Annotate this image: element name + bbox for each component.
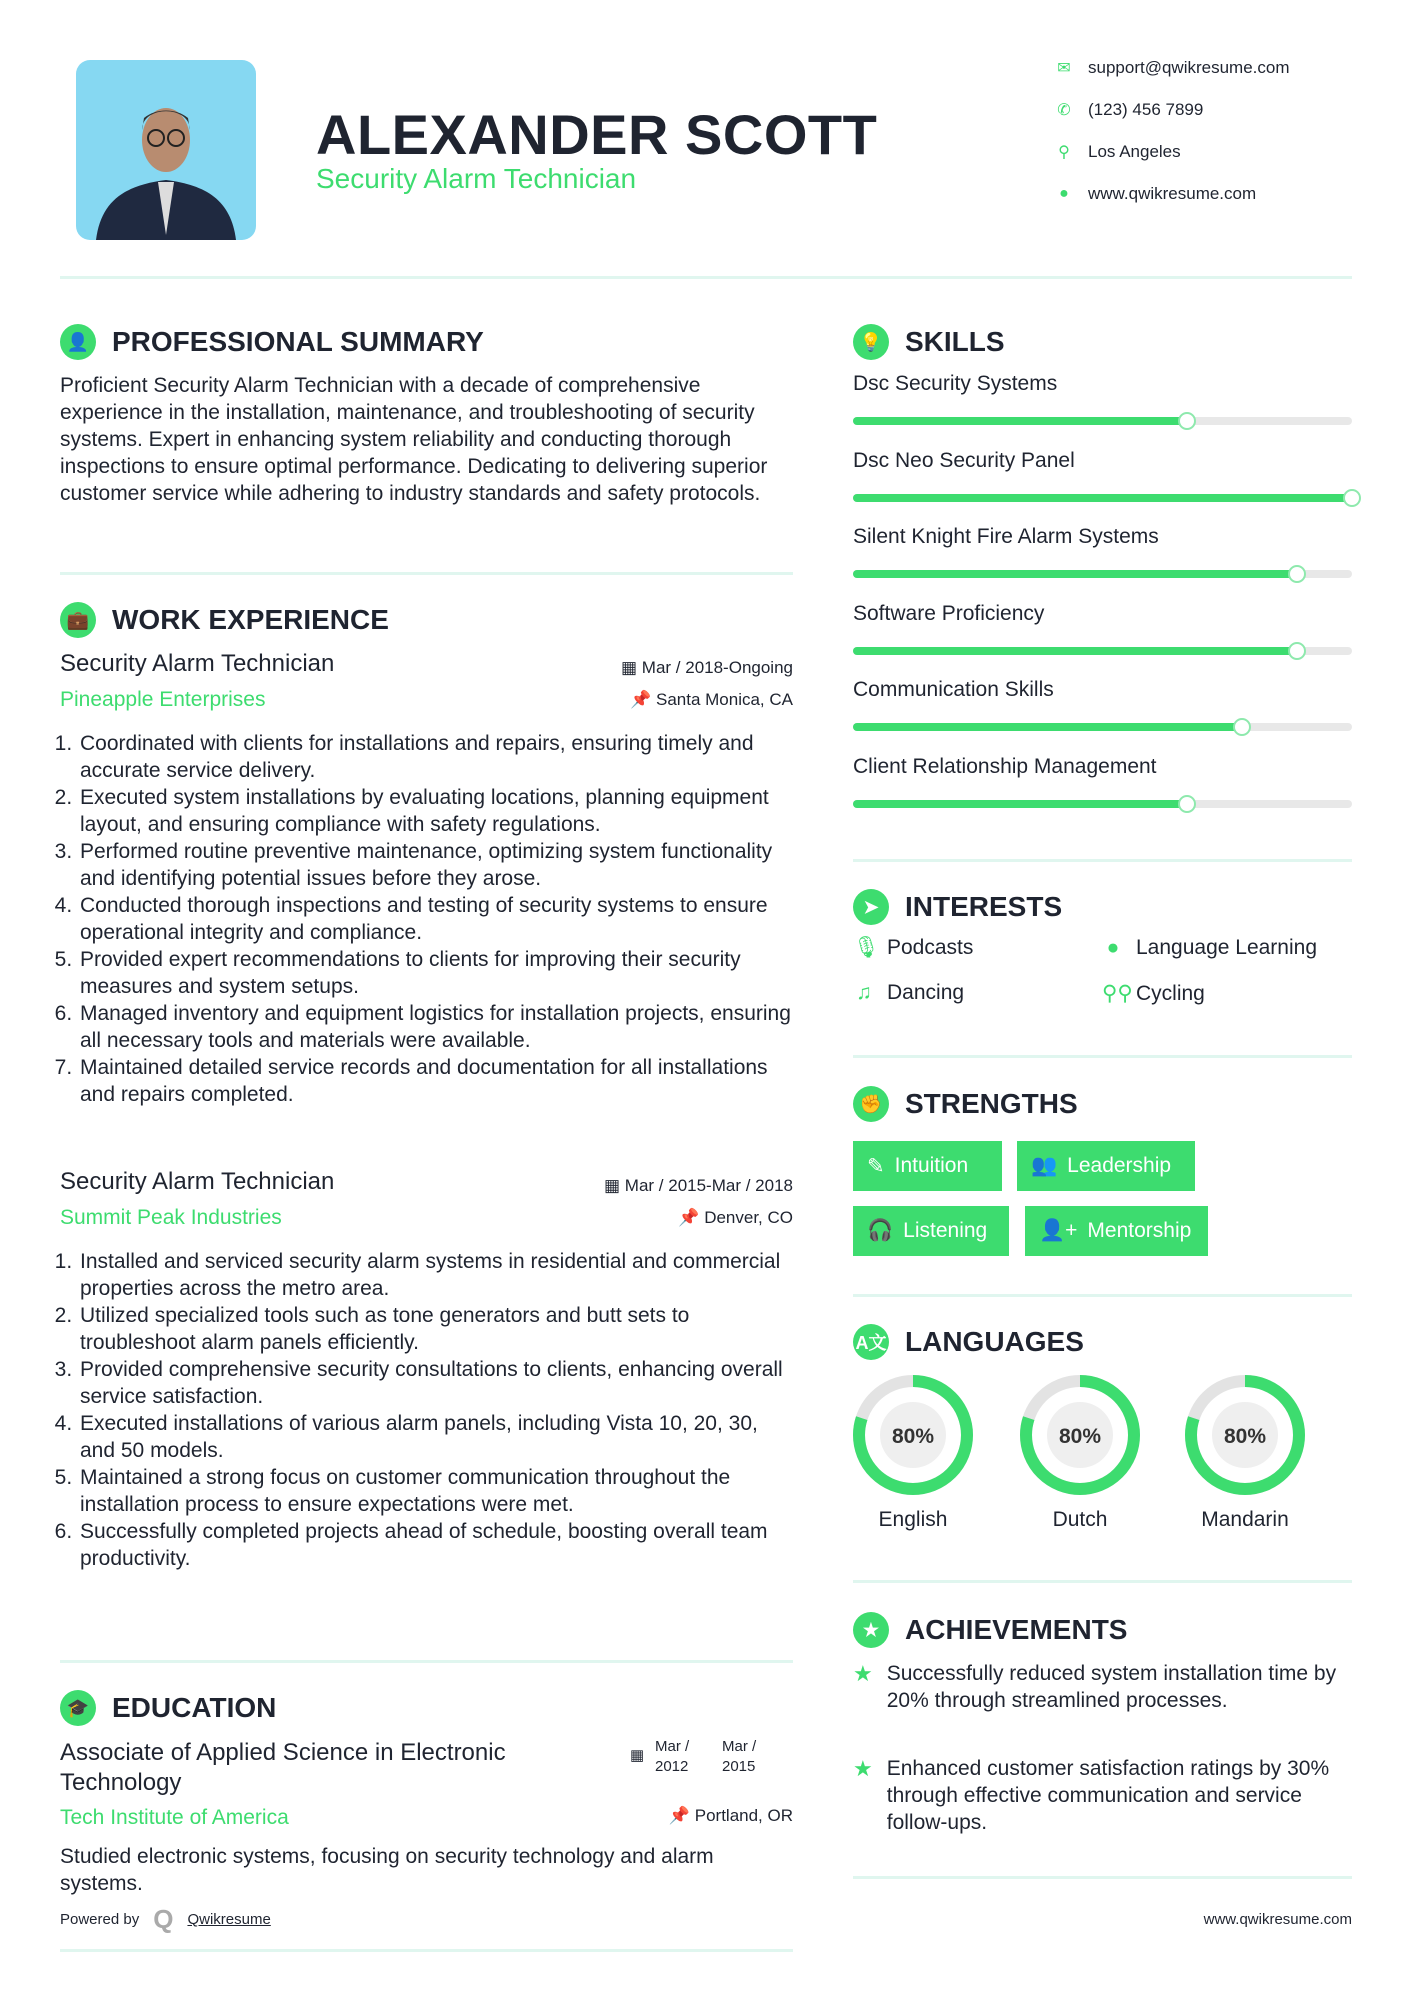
graduation-icon: 🎓 (60, 1690, 96, 1726)
skill-bar-knob (1288, 642, 1306, 660)
heading-text: WORK EXPERIENCE (112, 604, 389, 635)
skill-label: Dsc Neo Security Panel (853, 448, 1075, 472)
location-text: Portland, OR (694, 1806, 793, 1825)
interest-cycling (1102, 981, 1205, 1006)
strengths-heading (853, 1086, 1078, 1122)
language-card-icon: A文 (853, 1324, 889, 1360)
list-item: 2. Utilized specialized tools such as tone generators and butt sets to troubleshoot alarm panels efficiently. (78, 1302, 795, 1356)
skill-bar-fill (853, 800, 1187, 808)
list-item: 5. Maintained a strong focus on customer communication throughout the installation process to ensure expectations were met. (78, 1464, 795, 1518)
language-ring (1018, 1373, 1142, 1497)
interest-label: Podcasts (887, 936, 974, 959)
summary-heading (60, 324, 484, 360)
skill-bar-knob (1343, 489, 1361, 507)
achievement-item (853, 1755, 1353, 1836)
skill-bar (853, 570, 1352, 578)
skill-bar (853, 494, 1352, 502)
interest-language-learning (1102, 936, 1317, 960)
job-location (678, 1208, 793, 1228)
map-pin-icon: ⚲ (1058, 144, 1070, 161)
candidate-name: ALEXANDER SCOTT (316, 103, 878, 166)
list-item: 6. Managed inventory and equipment logistics for installation projects, ensuring all necessary tools and materials were available. (78, 1000, 795, 1054)
microphone-icon: 🎙 (853, 936, 880, 959)
job-location (630, 690, 793, 710)
strength-label: Mentorship (1087, 1219, 1192, 1242)
skill-label: Client Relationship Management (853, 754, 1157, 778)
language-label: Dutch (1052, 1508, 1108, 1531)
skill-bar-knob (1233, 718, 1251, 736)
list-item: 3. Provided comprehensive security consultations to clients, enhancing overall service satisfaction. (78, 1356, 795, 1410)
job-bullets (60, 1248, 795, 1572)
edu-location (669, 1806, 793, 1826)
fist-icon: ✊ (853, 1086, 889, 1122)
briefcase-icon: 💼 (60, 602, 96, 638)
list-item: 1. Coordinated with clients for installations and repairs, ensuring timely and accurate service delivery. (78, 730, 795, 784)
strength-label: Listening (903, 1219, 988, 1242)
music-note-icon: ♫ (856, 981, 872, 1004)
skill-bar-knob (1288, 565, 1306, 583)
list-item: 4. Conducted thorough inspections and testing of security systems to ensure operational integrity and compliance. (78, 892, 795, 946)
profile-photo (76, 60, 256, 240)
star-badge-icon: ★ (853, 1612, 889, 1648)
envelope-icon: ✉ (1057, 60, 1071, 77)
location-text: Santa Monica, CA (655, 690, 793, 709)
divider (853, 1876, 1352, 1879)
divider (853, 1055, 1352, 1058)
skill-bar (853, 647, 1352, 655)
globe-icon: ● (1106, 936, 1120, 959)
divider (60, 1949, 793, 1952)
skill-bar-fill (853, 417, 1187, 425)
phone-icon: ✆ (1057, 102, 1071, 119)
magic-wand-icon: ✎ (867, 1154, 885, 1178)
calendar-icon: ▦ (604, 1176, 625, 1195)
contact-text: support@qwikresume.com (1088, 58, 1290, 77)
lightbulb-icon: 💡 (853, 324, 889, 360)
skill-label: Dsc Security Systems (853, 372, 1058, 395)
list-item: 6. Successfully completed projects ahead of schedule, boosting overall team productivity. (78, 1518, 795, 1572)
bicycle-icon: ⚲⚲ (1102, 982, 1133, 1005)
interests-heading (853, 889, 1062, 925)
skill-label: Silent Knight Fire Alarm Systems (853, 525, 1159, 548)
language-percent: 80% (1223, 1425, 1267, 1448)
heading-text: SKILLS (905, 326, 1005, 357)
star-icon: ★ (853, 1661, 873, 1686)
users-icon: 👥 (1031, 1154, 1058, 1177)
degree: Associate of Applied Science in Electronic Technology (60, 1739, 506, 1796)
pin-icon: 📌 (678, 1208, 705, 1227)
job-date (604, 1176, 793, 1196)
skill-bar-fill (853, 723, 1242, 731)
language-label: Mandarin (1201, 1508, 1289, 1531)
pin-icon: 📌 (668, 1806, 695, 1825)
list-item: 7. Maintained detailed service records and documentation for all installations and repairs completed. (78, 1054, 795, 1108)
calendar-icon: ▦ (621, 658, 642, 677)
qwikresume-logo-icon: Q (153, 1904, 174, 1934)
skills-heading (853, 324, 1005, 360)
divider (853, 1580, 1352, 1583)
heading-text: INTERESTS (905, 891, 1063, 922)
skill-bar (853, 800, 1352, 808)
achievement-item (853, 1660, 1353, 1714)
languages-heading (853, 1324, 1084, 1360)
interest-label: Dancing (887, 981, 965, 1004)
skill-bar-fill (853, 494, 1352, 502)
interest-dancing (853, 981, 964, 1005)
divider (853, 1294, 1352, 1297)
summary-text: Proficient Security Alarm Technician with a decade of comprehensive experience in the installation, maintenance, and troubleshooting of security systems. Expert in enhancing system reliability and conducting thorough inspections to ensure optimal performance. Dedicating to delivering superior customer service while adhering to industry standards and safety protocols. (60, 374, 768, 505)
list-item: 3. Performed routine preventive maintenance, optimizing system functionality and identifying potential issues before they arose. (78, 838, 795, 892)
job-date (621, 658, 793, 678)
strength-mentorship (1025, 1206, 1208, 1256)
powered-by (60, 1904, 271, 1935)
achievement-text: Successfully reduced system installation time by 20% through streamlined processes. (886, 1662, 1337, 1712)
language-label: English (878, 1508, 948, 1531)
edu-end: Mar / 2015 (722, 1738, 757, 1775)
education-heading (60, 1690, 276, 1726)
candidate-title: Security Alarm Technician (316, 163, 637, 194)
paper-plane-icon: ➤ (853, 889, 889, 925)
divider (853, 859, 1352, 862)
interest-label: Language Learning (1136, 936, 1318, 959)
divider (60, 1660, 793, 1663)
brand-link[interactable]: Qwikresume (187, 1911, 271, 1928)
contact-location (1054, 142, 1181, 162)
school: Tech Institute of America (60, 1806, 289, 1829)
skill-bar (853, 723, 1352, 731)
job-title: Security Alarm Technician (60, 1168, 335, 1195)
list-item: 5. Provided expert recommendations to clients for improving their security measures and system setups. (78, 946, 795, 1000)
star-icon: ★ (853, 1756, 873, 1781)
work-heading (60, 602, 389, 638)
date-text: Mar / 2018-Ongoing (641, 658, 793, 677)
contact-text: (123) 456 7899 (1088, 100, 1204, 119)
skill-bar-knob (1178, 412, 1196, 430)
edu-description: Studied electronic systems, focusing on security technology and alarm systems. (60, 1845, 714, 1895)
strength-listening (853, 1206, 1009, 1256)
contact-text: Los Angeles (1088, 142, 1181, 161)
job-company: Summit Peak Industries (60, 1206, 282, 1229)
list-item: 2. Executed system installations by evaluating locations, planning equipment layout, and ensuring compliance with safety regulations. (78, 784, 795, 838)
user-plus-icon: 👤+ (1039, 1219, 1078, 1242)
pin-icon: 📌 (630, 690, 656, 709)
strength-intuition (853, 1141, 1002, 1191)
skill-label: Software Proficiency (853, 601, 1045, 625)
job-company: Pineapple Enterprises (60, 688, 266, 711)
strength-label: Intuition (894, 1154, 969, 1177)
header-divider (60, 276, 1352, 279)
powered-text: Powered by (60, 1911, 140, 1928)
contact-text: www.qwikresume.com (1088, 184, 1257, 203)
heading-text: PROFESSIONAL SUMMARY (112, 326, 484, 357)
skill-bar (853, 417, 1352, 425)
heading-text: EDUCATION (112, 1692, 277, 1723)
date-text: Mar / 2015-Mar / 2018 (624, 1176, 793, 1195)
skill-label: Communication Skills (853, 678, 1054, 701)
list-item: 1. Installed and serviced security alarm systems in residential and commercial properties across the metro area. (78, 1248, 795, 1302)
contact-website[interactable] (1054, 184, 1256, 204)
language-ring (1183, 1373, 1307, 1497)
interest-label: Cycling (1136, 981, 1205, 1005)
globe-icon: ● (1059, 185, 1069, 202)
heading-text: ACHIEVEMENTS (905, 1614, 1128, 1645)
location-text: Denver, CO (704, 1208, 793, 1227)
user-icon: 👤 (60, 324, 96, 360)
contact-email[interactable] (1054, 58, 1290, 78)
language-ring (851, 1373, 975, 1497)
achievement-text: Enhanced customer satisfaction ratings by 30% through effective communication and service follow-ups. (886, 1757, 1330, 1834)
headphones-icon: 🎧 (867, 1219, 894, 1242)
footer-url[interactable]: www.qwikresume.com (1203, 1911, 1352, 1928)
job-bullets (60, 730, 795, 1108)
heading-text: LANGUAGES (905, 1326, 1084, 1357)
language-percent: 80% (891, 1425, 935, 1448)
calendar-icon: ▦ (630, 1747, 645, 1764)
list-item: 4. Executed installations of various alarm panels, including Vista 10, 20, 30, and 50 models. (78, 1410, 795, 1464)
divider (60, 572, 793, 575)
edu-start: Mar / 2012 (655, 1738, 690, 1775)
strength-leadership (1017, 1141, 1195, 1191)
skill-bar-fill (853, 647, 1297, 655)
heading-text: STRENGTHS (905, 1088, 1078, 1119)
skill-bar-fill (853, 570, 1297, 578)
language-percent: 80% (1058, 1425, 1102, 1448)
strength-label: Leadership (1067, 1154, 1172, 1177)
achievements-heading (853, 1612, 1127, 1648)
contact-phone (1054, 100, 1203, 120)
job-title: Security Alarm Technician (60, 650, 335, 677)
skill-bar-knob (1178, 795, 1196, 813)
interest-podcasts (853, 936, 973, 960)
